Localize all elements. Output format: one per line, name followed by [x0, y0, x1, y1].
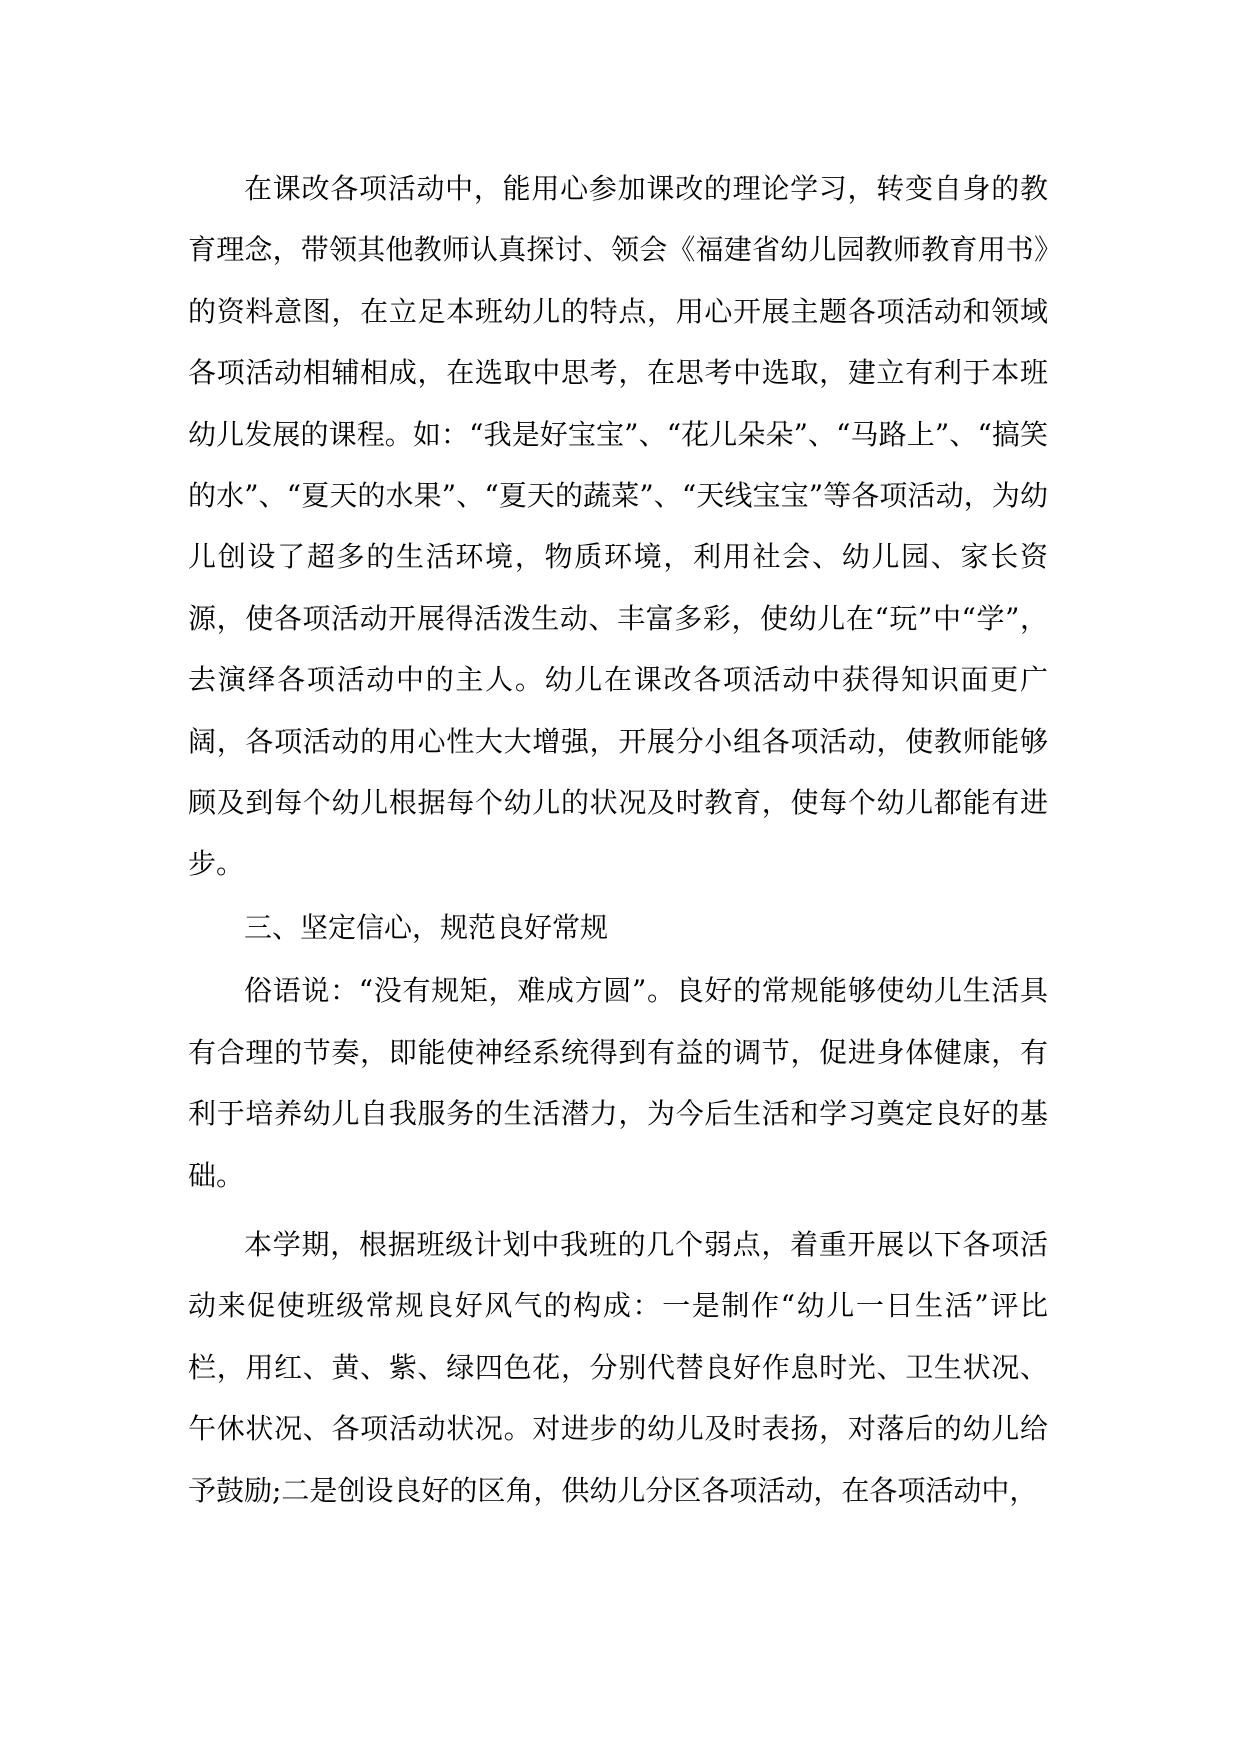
document-body [188, 158, 1048, 1521]
paragraph-proverb: 俗语说：“没有规矩，难成方圆”。良好的常规能够使幼儿生活具有合理的节奏，即能使神经系统得到有益的调节，促进身体健康，有利于培养幼儿自我服务的生活潜力，为今后生活和学习奠定良好的基础。 [188, 974, 1048, 1192]
paragraph-curriculum-reform: 在课改各项活动中，能用心参加课改的理论学习，转变自身的教育理念，带领其他教师认真探讨、领会《福建省幼儿园教师教育用书》的资料意图，在立足本班幼儿的特点，用心开展主题各项活动和领域各项活动相辅相成，在选取中思考，在思考中选取，建立有利于本班幼儿发展的课程。如：“我是好宝宝”、“花儿朵朵”、“马路上”、“搞笑的水”、“夏天的水果”、“夏天的蔬菜”、“天线宝宝”等各项活动，为幼儿创设了超多的生活环境，物质环境，利用社会、幼儿园、家长资源，使各项活动开展得活泼生动、丰富多彩，使幼儿在“玩”中“学”，去演绎各项活动中的主人。幼儿在课改各项活动中获得知识面更广阔，各项活动的用心性大大增强，开展分小组各项活动，使教师能够顾及到每个幼儿根据每个幼儿的状况及时教育，使每个幼儿都能有进步。 [188, 172, 1048, 881]
section-heading-routines: 三、坚定信心，规范良好常规 [244, 910, 609, 944]
paragraph-semester-plan: 本学期，根据班级计划中我班的几个弱点，着重开展以下各项活动来促使班级常规良好风气的构成：一是制作“幼儿一日生活”评比栏，用红、黄、紫、绿四色花，分别代替良好作息时光、卫生状况、午休状况、各项活动状况。对进步的幼儿及时表扬，对落后的幼儿给予鼓励;二是创设良好的区角，供幼儿分区各项活动，在各项活动中， [188, 1227, 1048, 1507]
